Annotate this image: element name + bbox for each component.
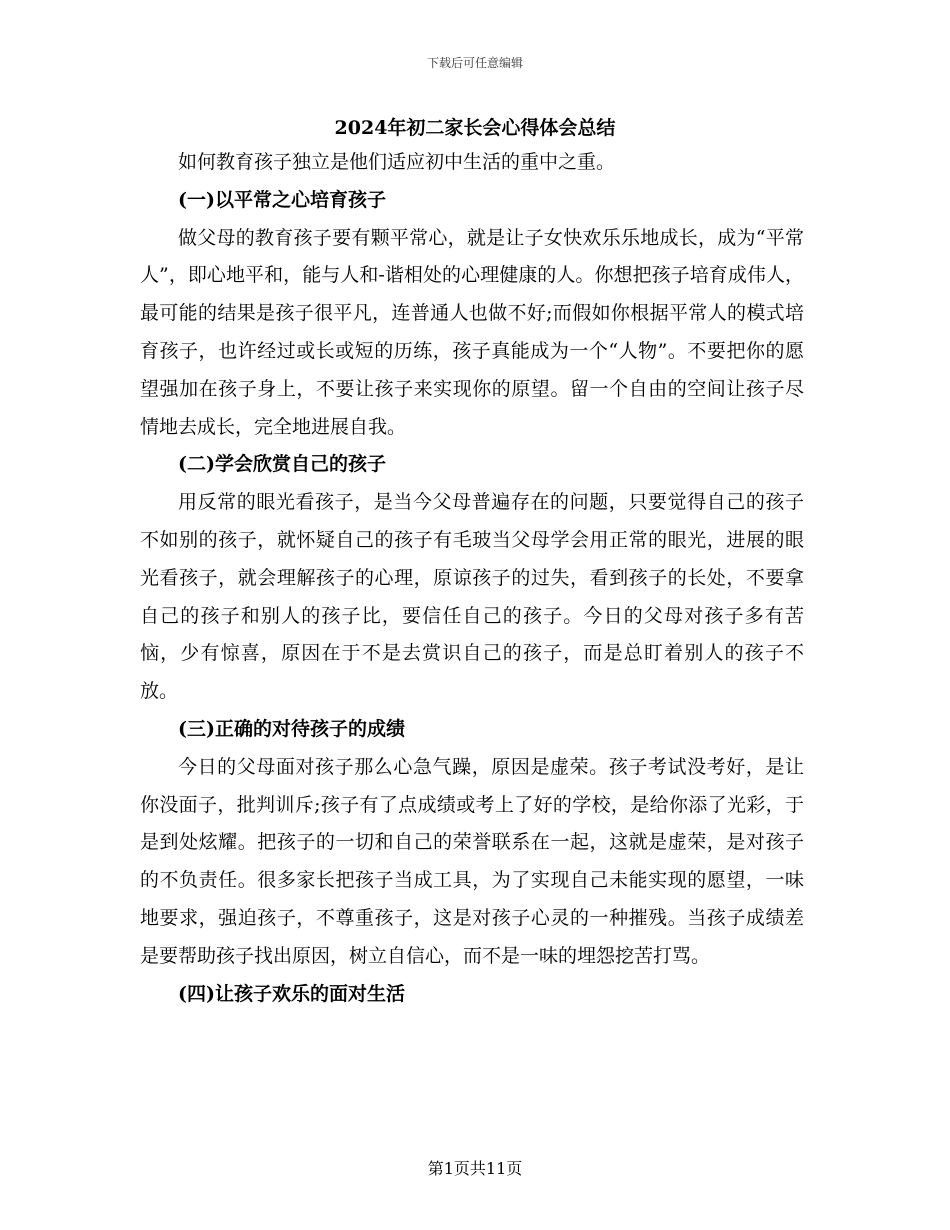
section-heading-2: (二)学会欣赏自己的孩子 (178, 453, 386, 476)
document-title: 2024年初二家长会心得体会总结 (334, 117, 616, 139)
intro-paragraph: 如何教育孩子独立是他们适应初中生活的重中之重。 (178, 151, 616, 173)
document-body (140, 144, 804, 1013)
section-body-3: 今日的父母面对孩子那么心急气躁，原因是虚荣。孩子考试没考好，是让你没面子，批判训斥;孩子有了点成绩或考上了好的学校，是给你添了光彩，于是到处炫耀。把孩子的一切和自己的荣誉联系在一起，这就是虚荣，是对孩子的不负责任。很多家长把孩子当成工具，为了实现自己未能实现的愿望，一味地要求，强迫孩子，不尊重孩子，这是对孩子心灵的一种摧残。当孩子成绩差是要帮助孩子找出原因，树立自信心，而不是一味的埋怨挖苦打骂。 (140, 755, 804, 967)
section-heading-3: (三)正确的对待孩子的成绩 (178, 717, 405, 740)
section-body-2: 用反常的眼光看孩子，是当今父母普遍存在的问题，只要觉得自己的孩子不如别的孩子，就怀疑自己的孩子有毛玻当父母学会用正常的眼光，进展的眼光看孩子，就会理解孩子的心理，原谅孩子的过失，看到孩子的长处，不要拿自己的孩子和别人的孩子比，要信任自己的孩子。今日的父母对孩子多有苦恼，少有惊喜，原因在于不是去赏识自己的孩子，而是总盯着别人的孩子不放。 (140, 491, 804, 703)
header-note: 下载后可任意编辑 (426, 56, 523, 70)
section-heading-1: (一)以平常之心培育孩子 (178, 188, 386, 211)
page-footer: 第1页共11页 (427, 1159, 523, 1178)
section-body-1: 做父母的教育孩子要有颗平常心，就是让子女快欢乐乐地成长，成为“平常人”，即心地平和，能与人和-谐相处的心理健康的人。你想把孩子培育成伟人，最可能的结果是孩子很平凡，连普通人也做不好;而假如你根据平常人的模式培育孩子，也许经过或长或短的历练，孩子真能成为一个“人物”。不要把你的愿望强加在孩子身上，不要让孩子来实现你的原望。留一个自由的空间让孩子尽情地去成长，完全地进展自我。 (140, 226, 804, 438)
section-heading-4: (四)让孩子欢乐的面对生活 (178, 982, 405, 1005)
